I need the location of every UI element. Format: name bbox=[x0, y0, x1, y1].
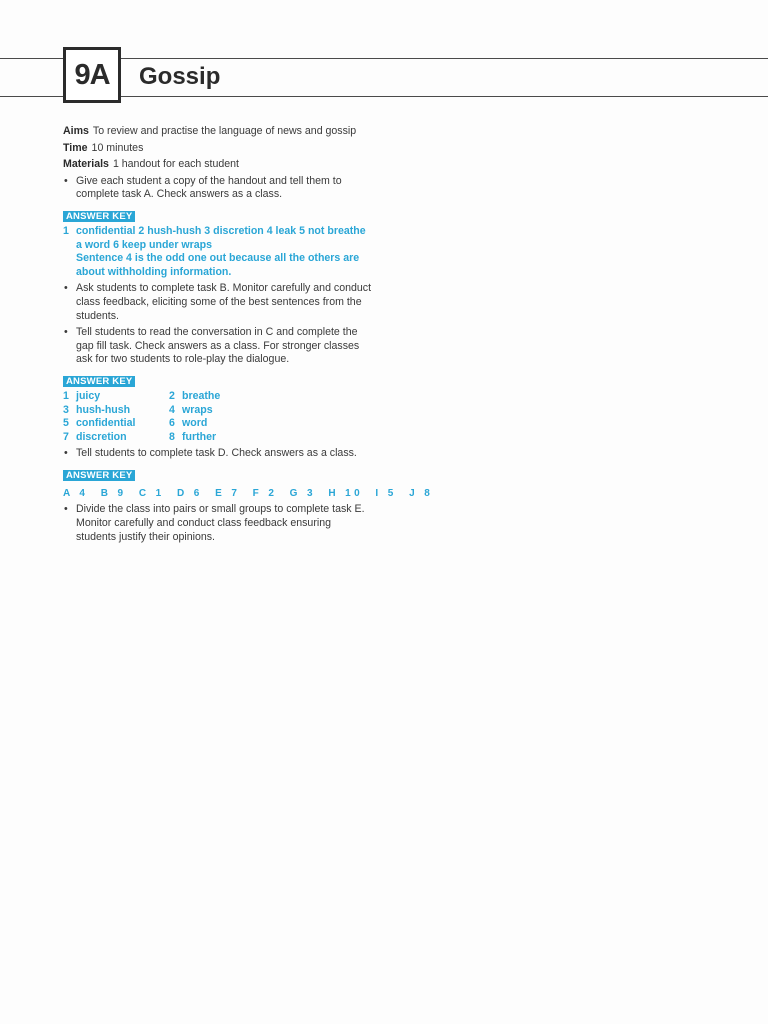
answer-item: 7 discretion bbox=[63, 430, 127, 443]
answer-key-badge: ANSWER KEY bbox=[63, 376, 135, 387]
answer-item: 5 confidential bbox=[63, 417, 136, 430]
answer-item: 2 breathe bbox=[169, 389, 221, 402]
answer-item: 1 juicy bbox=[63, 389, 101, 402]
answer-item: 4 wraps bbox=[169, 403, 213, 416]
aims-text: To review and practise the language of news and gossip bbox=[92, 125, 357, 137]
time-label: Time bbox=[63, 141, 88, 154]
answer-key-3: A 4 B 9 C 1 D 6 E 7 F 2 G 3 H 10 I 5 J 8 bbox=[63, 487, 434, 499]
answer-key-badge: ANSWER KEY bbox=[63, 470, 135, 481]
aims-label: Aims bbox=[63, 125, 89, 137]
unit-code-badge bbox=[63, 47, 121, 103]
page-title: Gossip bbox=[139, 63, 221, 90]
step-item: • Give each student a copy of the handout and tell them to complete task A. Check answers as a class. bbox=[63, 175, 373, 202]
step-item: • Divide the class into pairs or small groups to complete task E. Monitor carefully and conduct class feedback ensuring students justify their opinions. bbox=[63, 503, 373, 544]
answer-key-1 bbox=[63, 225, 373, 279]
time-row bbox=[63, 142, 373, 156]
answer-key-1-text: confidential 2 hush-hush 3 discretion 4 leak 5 not breathe a word 6 keep under wraps bbox=[76, 224, 366, 251]
unit-code: 9A bbox=[74, 58, 110, 91]
answer-key-1-num: 1 bbox=[63, 224, 69, 237]
answer-key-1-line bbox=[63, 225, 373, 252]
answer-key-badge: ANSWER KEY bbox=[63, 211, 135, 222]
aims-row bbox=[63, 125, 373, 139]
answer-key-1-note: Sentence 4 is the odd one out because all the others are about withholding information. bbox=[76, 252, 360, 278]
answer-item: 6 word bbox=[169, 417, 208, 430]
answer-item: 8 further bbox=[169, 430, 217, 443]
lesson-notes bbox=[63, 125, 434, 547]
materials-text: 1 handout for each student bbox=[112, 158, 239, 171]
answer-item: 3 hush-hush bbox=[63, 403, 131, 416]
step-item: • Tell students to read the conversation in C and complete the gap fill task. Check answers as a class. For stronger classes ask for two students to role-play the dialogue. bbox=[63, 326, 373, 367]
step-item: • Tell students to complete task D. Check answers as a class. bbox=[63, 447, 373, 461]
time-text: 10 minutes bbox=[91, 141, 144, 154]
answer-key-2 bbox=[63, 390, 373, 444]
materials-row bbox=[63, 158, 373, 172]
step-item: • Ask students to complete task B. Monitor carefully and conduct class feedback, eliciting some of the best sentences from the students. bbox=[63, 282, 373, 323]
materials-label: Materials bbox=[63, 158, 109, 171]
